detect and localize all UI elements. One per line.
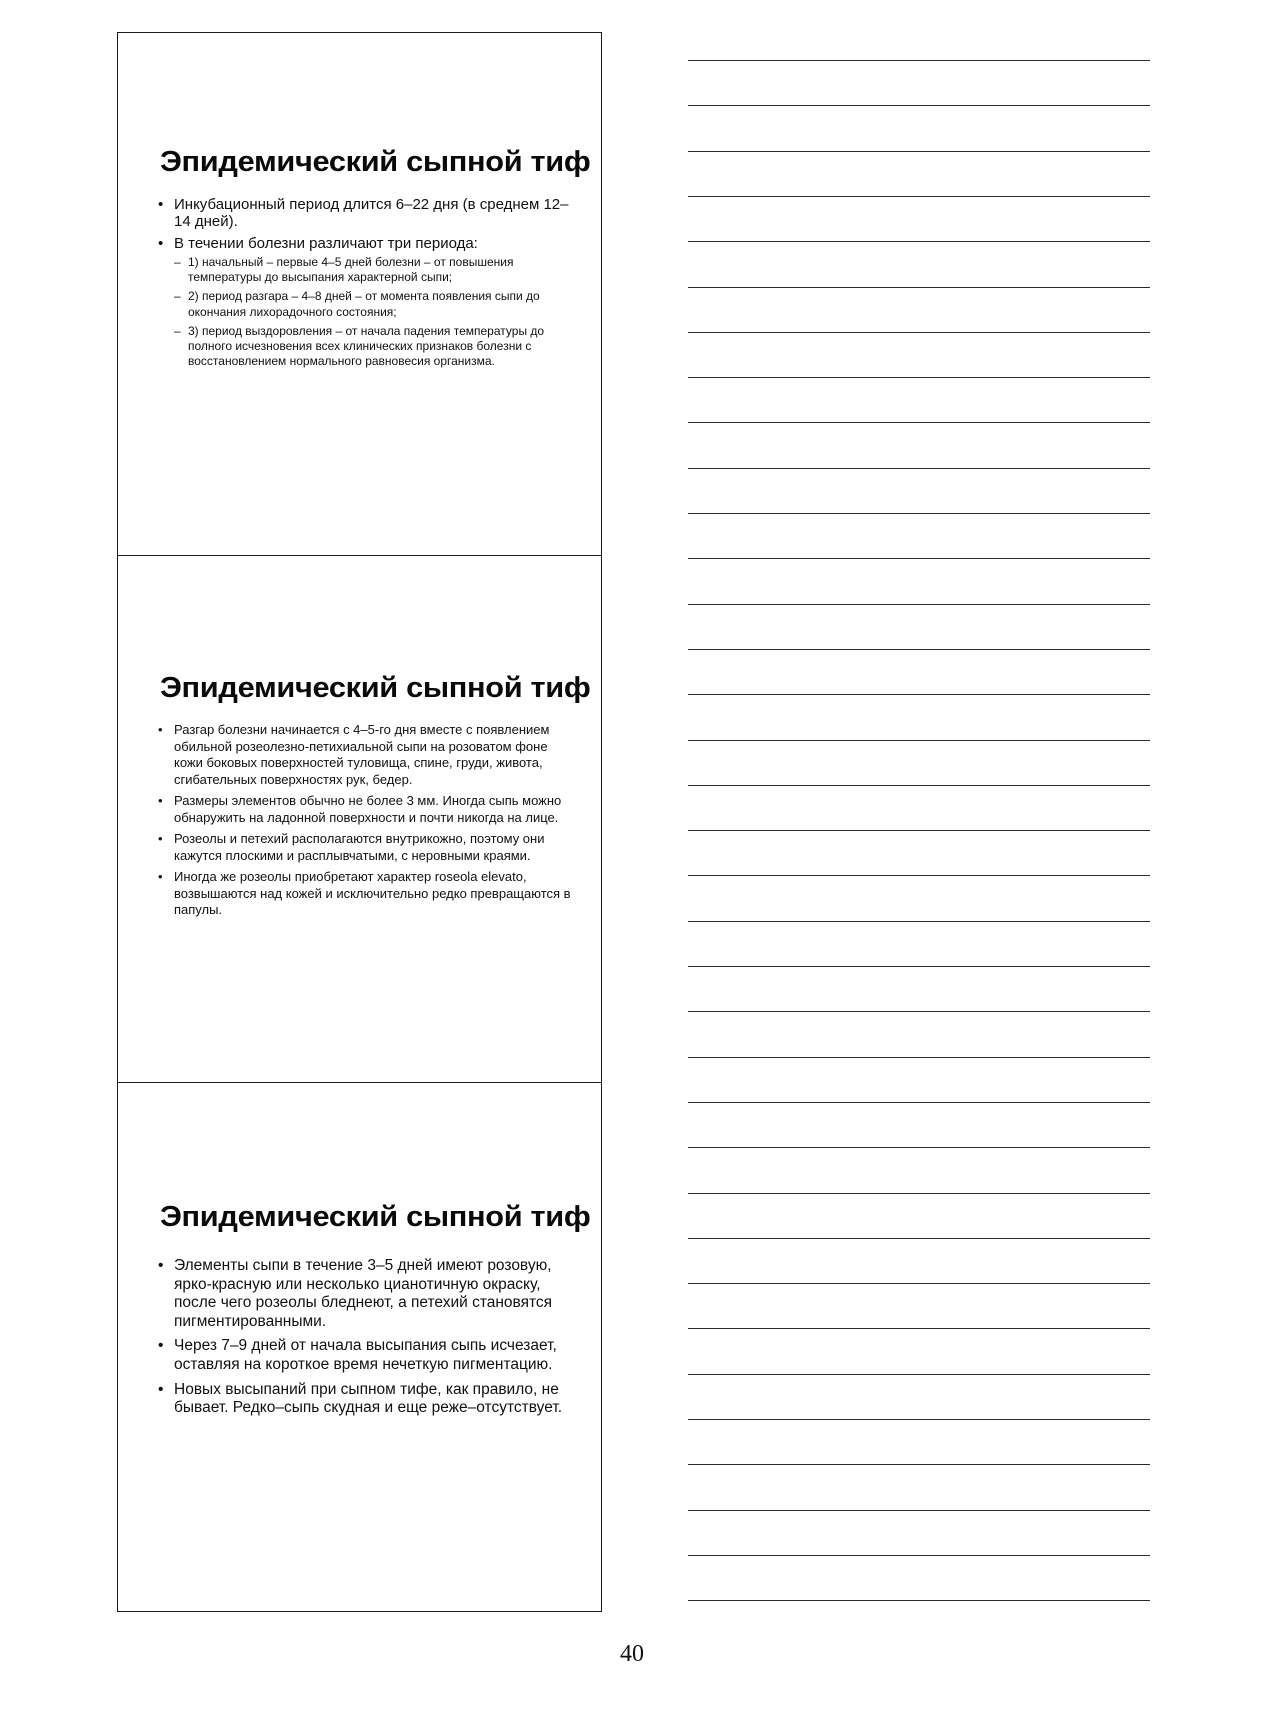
sub-item — [174, 289, 577, 319]
page-number: 40 — [620, 1641, 644, 1667]
note-line — [688, 604, 1150, 605]
bullet-list — [158, 722, 577, 924]
note-line — [688, 1011, 1150, 1012]
note-line — [688, 785, 1150, 786]
note-line — [688, 377, 1150, 378]
note-line — [688, 1374, 1150, 1375]
slides-column — [117, 32, 602, 1612]
sub-item — [174, 255, 577, 285]
note-line — [688, 1147, 1150, 1148]
sub-item-text: – 3) период выздоровления – от начала падения температуры до полного исчезновения всех клинических признаков болезни с восстановлением нормального равновесия организма. — [188, 323, 545, 369]
note-line — [688, 241, 1150, 242]
note-line — [688, 1419, 1150, 1420]
sub-item — [174, 324, 577, 370]
note-line — [688, 60, 1150, 61]
note-line — [688, 196, 1150, 197]
bullet-item — [158, 1381, 577, 1418]
note-line — [688, 287, 1150, 288]
bullet-text: В течении болезни различают три периода: — [174, 235, 478, 252]
note-line — [688, 1283, 1150, 1284]
note-line — [688, 875, 1150, 876]
note-line — [688, 694, 1150, 695]
bullet-text: Через 7–9 дней от начала высыпания сыпь исчезает, оставляя на короткое время нечеткую пигментацию. — [174, 1337, 557, 1373]
bullet-text: Иногда же розеолы приобретают характер roseola elevato, возвышаются над кожей и исключительно редко превращаются в папулы. — [174, 869, 571, 917]
note-line — [688, 921, 1150, 922]
note-line — [688, 422, 1150, 423]
note-line — [688, 558, 1150, 559]
note-line — [688, 332, 1150, 333]
note-line — [688, 966, 1150, 967]
note-line — [688, 1600, 1150, 1601]
slide-title: Эпидемический сыпной тиф — [160, 1201, 591, 1233]
bullet-text: Размеры элементов обычно не более 3 мм. Иногда сыпь можно обнаружить на ладонной поверхности и почти никогда на лице. — [174, 793, 562, 825]
bullet-item — [158, 1337, 577, 1374]
slide-1 — [118, 33, 601, 556]
bullet-item — [158, 235, 577, 369]
sub-item-text: – 1) начальный – первые 4–5 дней болезни – от повышения температуры до высыпания характерной сыпи; — [188, 255, 514, 285]
note-line — [688, 1238, 1150, 1239]
bullet-text: Розеолы и петехий располагаются внутрикожно, поэтому они кажутся плоскими и расплывчатыми, с неровными краями. — [174, 831, 545, 863]
slide-title: Эпидемический сыпной тиф — [160, 672, 591, 704]
note-line — [688, 468, 1150, 469]
bullet-item — [158, 793, 577, 826]
bullet-text: Разгар болезни начинается с 4–5-го дня вместе с появлением обильной розеолезно-петихиальной сыпи на розоватом фоне кожи боковых поверхностей туловища, спине, груди, живота, сгибательных поверхностях рук, бедер. — [174, 722, 550, 787]
bullet-item — [158, 869, 577, 919]
bullet-item — [158, 1257, 577, 1331]
bullet-text: Элементы сыпи в течение 3–5 дней имеют розовую, ярко-красную или несколько цианотичную окраску, после чего розеолы бледнеют, а петехий становятся пигментированными. — [174, 1257, 553, 1330]
note-line — [688, 151, 1150, 152]
note-line — [688, 830, 1150, 831]
note-line — [688, 1057, 1150, 1058]
note-line — [688, 1510, 1150, 1511]
slide-2 — [118, 556, 601, 1083]
slide-3 — [118, 1083, 601, 1611]
note-line — [688, 1555, 1150, 1556]
bullet-item — [158, 831, 577, 864]
note-line — [688, 513, 1150, 514]
bullet-text: Новых высыпаний при сыпном тифе, как правило, не бывает. Редко–сыпь скудная и еще реже–отсутствует. — [174, 1380, 563, 1417]
sub-item-text: – 2) период разгара – 4–8 дней – от момента появления сыпи до окончания лихорадочного состояния; — [188, 289, 540, 319]
bullet-text: Инкубационный период длится 6–22 дня (в среднем 12– 14 дней). — [174, 196, 569, 230]
notes-lines-area — [688, 0, 1150, 1714]
note-line — [688, 105, 1150, 106]
note-line — [688, 1328, 1150, 1329]
bullet-item — [158, 196, 577, 230]
note-line — [688, 1464, 1150, 1465]
note-line — [688, 649, 1150, 650]
note-line — [688, 1193, 1150, 1194]
note-line — [688, 1102, 1150, 1103]
slide-title: Эпидемический сыпной тиф — [160, 146, 591, 178]
bullet-list — [158, 1257, 577, 1424]
bullet-item — [158, 722, 577, 788]
bullet-list — [158, 196, 577, 374]
sub-list — [174, 255, 577, 369]
note-line — [688, 740, 1150, 741]
